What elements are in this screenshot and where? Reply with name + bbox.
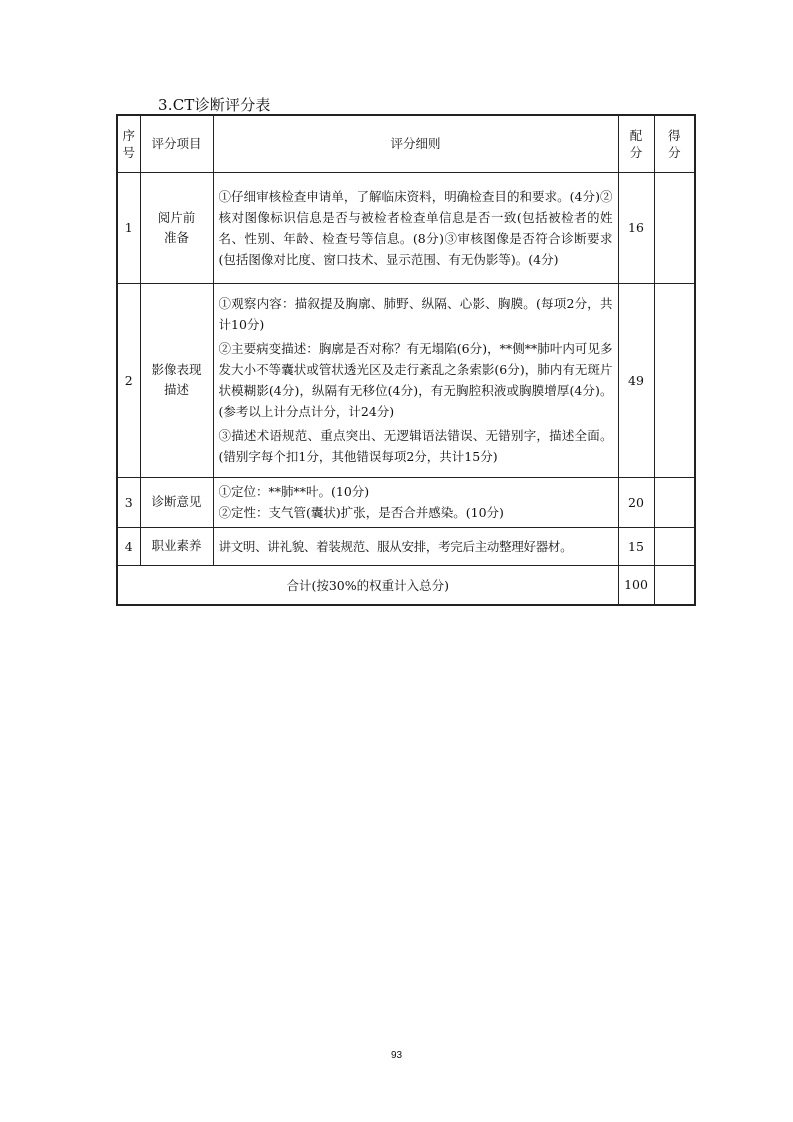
header-got: 得 分: [654, 115, 695, 172]
row-score: 15: [618, 527, 654, 565]
detail-text: ①观察内容：描叙提及胸廓、肺野、纵隔、心影、胸膜。(每项2分，共计10分): [218, 296, 613, 332]
total-row: [117, 565, 695, 605]
table-row: [117, 283, 695, 477]
row-item: 职业素养: [140, 527, 213, 565]
row-score: 20: [618, 477, 654, 527]
ct-scoring-table: [116, 114, 696, 606]
row-got: [654, 477, 695, 527]
detail-text: ①定位：**肺**叶。(10分): [218, 484, 370, 499]
detail-text: ①仔细审核检查申请单，了解临床资料，明确检查目的和要求。(4分)②核对图像标识信息是否与被检者检查单信息是否一致(包括被检者的姓名、性别、年龄、检查号等信息。(8分)③审核图像是否符合诊断要求(包括图像对比度、窗口技术、显示范围、有无伪影等)。(4分): [218, 188, 613, 267]
row-got: [654, 283, 695, 477]
row-detail: [213, 283, 618, 477]
header-no: 序 号: [117, 115, 140, 172]
row-number: 1: [117, 172, 140, 283]
row-detail: [213, 527, 618, 565]
row-number: 3: [117, 477, 140, 527]
section-title: 3.CT诊断评分表: [158, 96, 271, 114]
row-detail: [213, 477, 618, 527]
total-score: 100: [618, 565, 654, 605]
header-item: 评分项目: [140, 115, 213, 172]
table-row: [117, 172, 695, 283]
row-score: 49: [618, 283, 654, 477]
table-header-row: [117, 115, 695, 172]
row-detail: [213, 172, 618, 283]
row-got: [654, 172, 695, 283]
row-score: 16: [618, 172, 654, 283]
row-number: 4: [117, 527, 140, 565]
detail-text: 讲文明、讲礼貌、着装规范、服从安排，考完后主动整理好器材。: [218, 538, 573, 554]
row-item: 影像表现 描述: [140, 283, 213, 477]
detail-text: ②主要病变描述：胸廓是否对称？有无塌陷(6分)，**侧**肺叶内可见多发大小不等囊状或管状透光区及走行紊乱之条索影(6分)，肺内有无斑片状模糊影(4分)，纵隔有无移位(4分)，有无胸腔积液或胸膜增厚(4分)。(参考以上计分点计分，计24分): [218, 341, 613, 419]
row-item: 阅片前 准备: [140, 172, 213, 283]
table-row: [117, 477, 695, 527]
row-got: [654, 527, 695, 565]
total-label: 合计(按30%的权重计入总分): [117, 565, 618, 605]
table-row: [117, 527, 695, 565]
header-detail: 评分细则: [213, 115, 618, 172]
row-item: 诊断意见: [140, 477, 213, 527]
page-number: 93: [390, 1050, 403, 1061]
detail-text: ③描述术语规范、重点突出、无逻辑语法错误、无错别字，描述全面。(错别字每个扣1分，其他错误每项2分，共计15分): [218, 428, 613, 464]
row-number: 2: [117, 283, 140, 477]
total-got: [654, 565, 695, 605]
header-score: 配 分: [618, 115, 654, 172]
detail-text: ②定性：支气管(囊状)扩张，是否合并感染。(10分): [218, 505, 504, 520]
